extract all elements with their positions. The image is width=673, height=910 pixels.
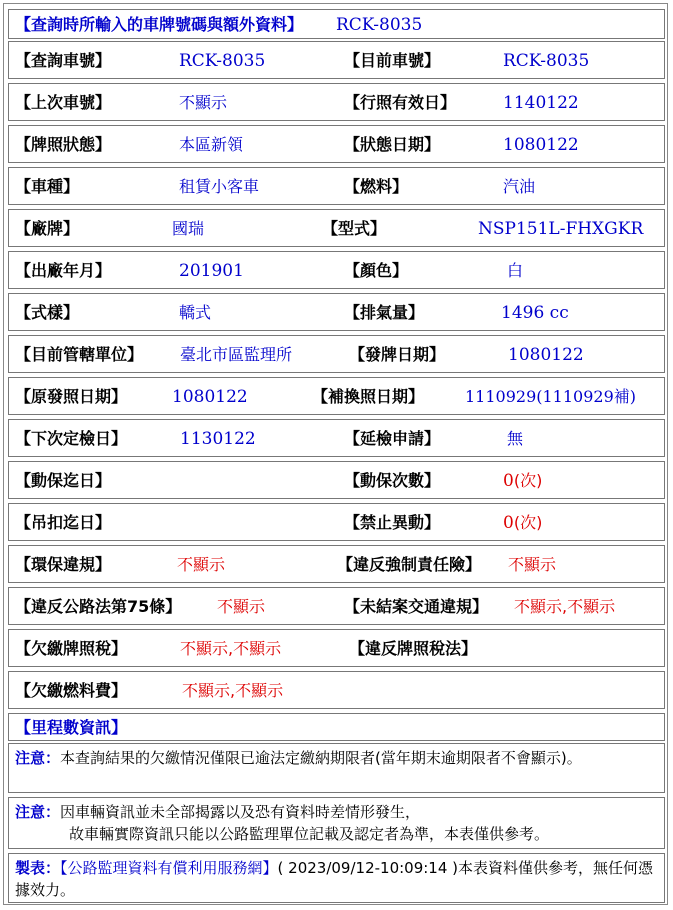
value-brand: 國瑞 (172, 219, 205, 238)
note-disclaimer-line2: 故車輛實際資訊只能以公路監理單位記載及認定者為準，本表僅供參考。 (69, 825, 550, 843)
title-row (8, 9, 665, 39)
value-transfer-prohibition: 0(次) (503, 513, 543, 533)
value-issue-date: 1080122 (508, 345, 584, 365)
label-model: 【型式】 (322, 219, 387, 238)
label-previous-plate: 【上次車號】 (15, 93, 112, 112)
label-chattel-mortgage-end: 【動保迄日】 (15, 471, 112, 490)
note-disclaimer-line1: 因車輛資訊並未全部揭露以及恐有資料時差情形發生， (60, 803, 421, 821)
value-reissue-license-date: 1110929(1110929補) (465, 387, 637, 406)
title-label: 【查詢時所輸入的車牌號碼與額外資料】 (15, 15, 304, 34)
footer-time: ( 2023/09/12-10:09:14 ) (277, 859, 459, 877)
value-compulsory-insurance-violation: 不顯示 (508, 555, 557, 574)
title-plate: RCK-8035 (336, 15, 423, 35)
row-manufacture-date (8, 251, 665, 289)
footer-note (15, 857, 658, 901)
label-license-valid-date: 【行照有效日】 (344, 93, 457, 112)
label-suspension-end: 【吊扣迄日】 (15, 513, 112, 532)
label-status-date: 【狀態日期】 (344, 135, 441, 154)
note-overdue-row (8, 743, 665, 793)
label-jurisdiction: 【目前管轄單位】 (15, 345, 144, 364)
value-unpaid-license-tax: 不顯示,不顯示 (180, 639, 282, 658)
row-unpaid-fuel-fee (8, 671, 665, 709)
value-original-license-date: 1080122 (172, 387, 248, 407)
value-jurisdiction: 臺北市區監理所 (180, 345, 293, 364)
note-overdue-head: 注意： (15, 749, 61, 767)
value-highway-act-violation: 不顯示 (217, 597, 266, 616)
row-highway-act-violation (8, 587, 665, 625)
row-plate-status (8, 125, 665, 163)
row-brand (8, 209, 665, 247)
mileage-row (8, 713, 665, 741)
value-next-inspection: 1130122 (180, 429, 256, 449)
value-color: 白 (507, 261, 524, 280)
label-unpaid-license-tax: 【欠繳牌照稅】 (15, 639, 128, 658)
label-original-license-date: 【原發照日期】 (15, 387, 128, 406)
note-disclaimer (15, 801, 658, 845)
row-chattel-mortgage-end (8, 461, 665, 499)
row-next-inspection (8, 419, 665, 457)
value-current-plate: RCK-8035 (503, 51, 590, 71)
value-previous-plate: 不顯示 (179, 93, 228, 112)
value-plate-status: 本區新領 (179, 135, 244, 154)
label-issue-date: 【發牌日期】 (349, 345, 446, 364)
footer-source: 【公路監理資料有償利用服務網】 (60, 859, 278, 877)
label-query-plate: 【查詢車號】 (15, 51, 112, 70)
note-overdue (15, 747, 658, 769)
value-inspection-extension: 無 (507, 429, 524, 448)
value-model: NSP151L-FHXGKR (478, 219, 644, 239)
row-previous-plate (8, 83, 665, 121)
row-unpaid-license-tax (8, 629, 665, 667)
row-original-license-date (8, 377, 665, 415)
row-suspension-end (8, 503, 665, 541)
note-disclaimer-row (8, 797, 665, 849)
note-disclaimer-head: 注意： (15, 803, 61, 821)
value-vehicle-type: 租賃小客車 (179, 177, 260, 196)
label-fuel: 【燃料】 (344, 177, 409, 196)
value-chattel-mortgage-count: 0(次) (503, 471, 543, 491)
label-current-plate: 【目前車號】 (344, 51, 441, 70)
footer-text: 本表資料僅供參考，無任何憑據效力。 (15, 859, 654, 899)
value-fuel: 汽油 (503, 177, 536, 196)
label-unsettled-traffic-violation: 【未結案交通違規】 (344, 597, 489, 616)
row-body-style (8, 293, 665, 331)
label-brand: 【廠牌】 (15, 219, 80, 238)
value-status-date: 1080122 (503, 135, 579, 155)
label-license-tax-act-violation: 【違反牌照稅法】 (349, 639, 478, 658)
label-plate-status: 【牌照狀態】 (15, 135, 112, 154)
label-vehicle-type: 【車種】 (15, 177, 80, 196)
label-next-inspection: 【下次定檢日】 (15, 429, 128, 448)
value-environmental-violation: 不顯示 (177, 555, 226, 574)
row-query-plate (8, 41, 665, 79)
mileage-label: 【里程數資訊】 (15, 718, 128, 737)
label-chattel-mortgage-count: 【動保次數】 (344, 471, 441, 490)
label-reissue-license-date: 【補換照日期】 (312, 387, 425, 406)
label-environmental-violation: 【環保違規】 (15, 555, 112, 574)
value-displacement: 1496 cc (501, 303, 569, 323)
report-table (3, 3, 668, 905)
value-query-plate: RCK-8035 (179, 51, 266, 71)
label-compulsory-insurance-violation: 【違反強制責任險】 (337, 555, 482, 574)
label-highway-act-violation: 【違反公路法第75條】 (15, 597, 182, 616)
label-body-style: 【式樣】 (15, 303, 80, 322)
label-unpaid-fuel-fee: 【欠繳燃料費】 (15, 681, 128, 700)
label-transfer-prohibition: 【禁止異動】 (344, 513, 441, 532)
value-manufacture-date: 201901 (179, 261, 244, 281)
row-vehicle-type (8, 167, 665, 205)
value-license-valid-date: 1140122 (503, 93, 579, 113)
footer-row (8, 853, 665, 903)
note-overdue-text: 本查詢結果的欠繳情況僅限已逾法定繳納期限者(當年期末逾期限者不會顯示)。 (60, 749, 582, 767)
footer-head: 製表： (15, 859, 61, 877)
row-environmental-violation (8, 545, 665, 583)
value-unpaid-fuel-fee: 不顯示,不顯示 (182, 681, 284, 700)
label-color: 【顏色】 (344, 261, 409, 280)
value-unsettled-traffic-violation: 不顯示,不顯示 (514, 597, 616, 616)
row-jurisdiction (8, 335, 665, 373)
label-inspection-extension: 【延檢申請】 (344, 429, 441, 448)
label-displacement: 【排氣量】 (344, 303, 425, 322)
value-body-style: 轎式 (179, 303, 212, 322)
label-manufacture-date: 【出廠年月】 (15, 261, 112, 280)
